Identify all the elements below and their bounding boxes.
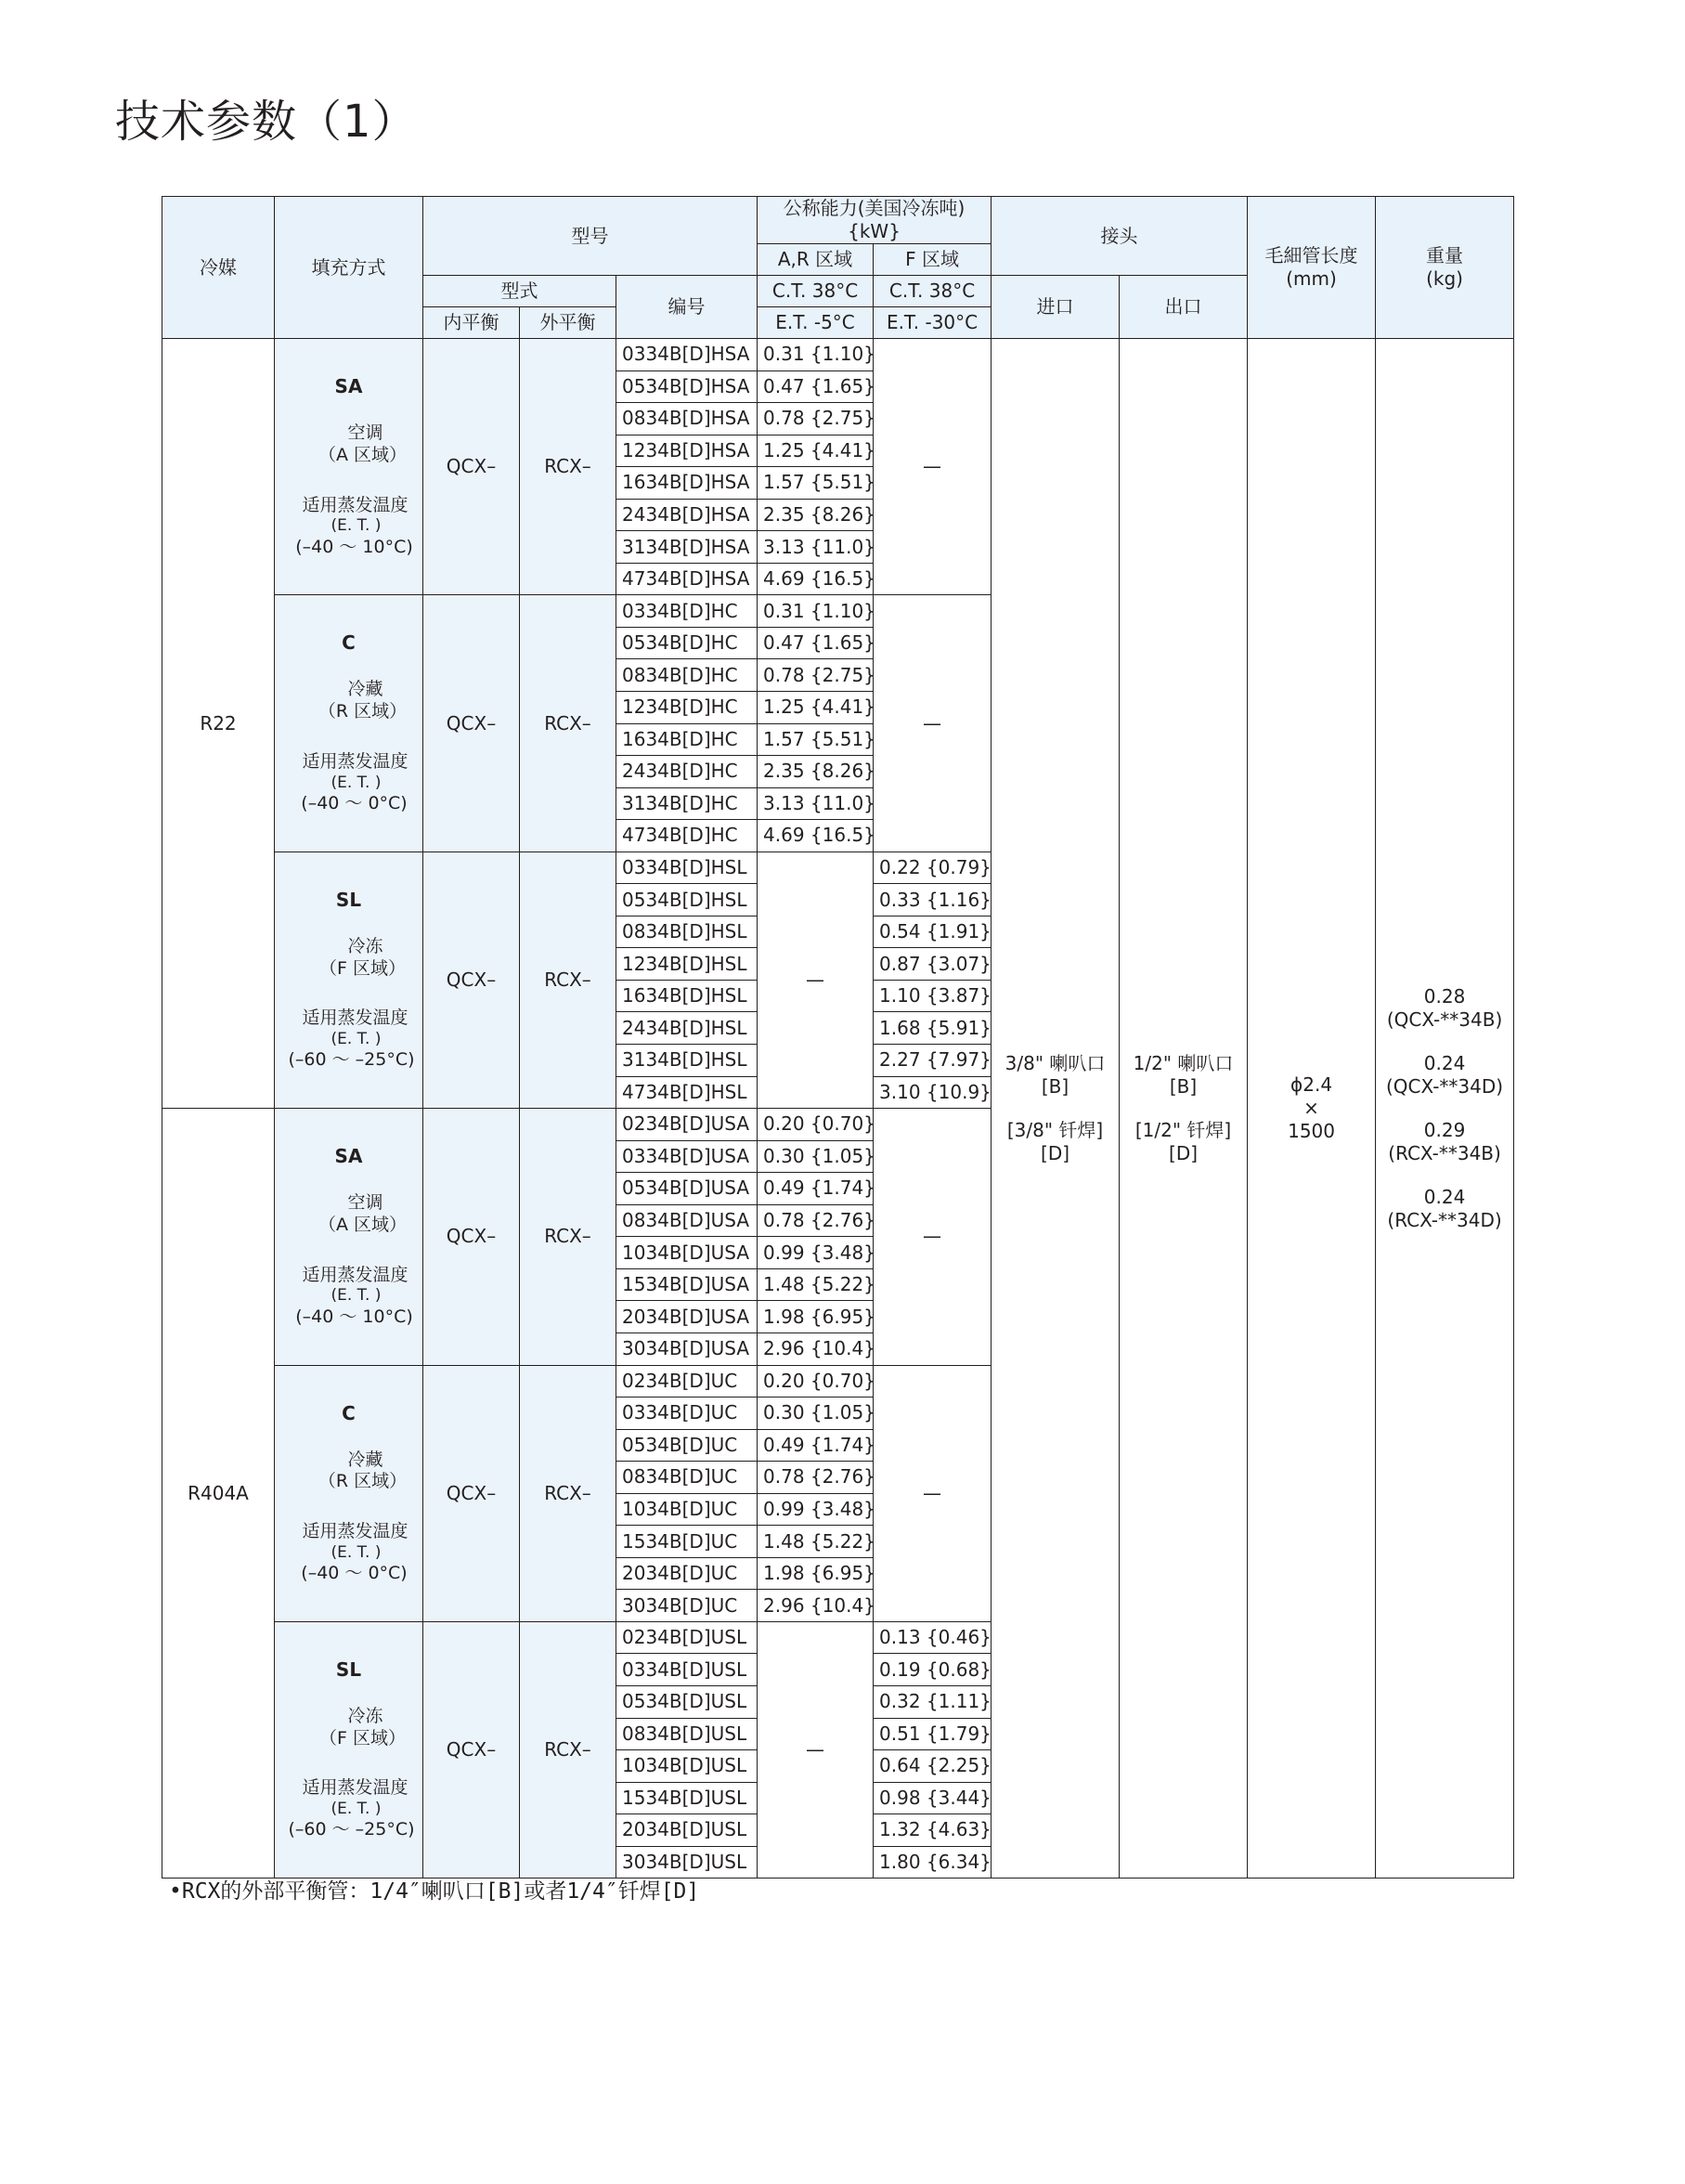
inlet-text: [D] bbox=[1041, 1141, 1070, 1164]
model-cell: 0834B[D]USA bbox=[616, 1204, 758, 1237]
fill-code: C bbox=[342, 1401, 356, 1424]
capacity-ar-cell: 2.96 {10.4} bbox=[758, 1332, 874, 1365]
model-cell: 1034B[D]UC bbox=[616, 1493, 758, 1526]
fill-et-label: 适用蒸发温度 bbox=[302, 1777, 408, 1799]
capacity-ar-cell: 0.78 {2.76} bbox=[758, 1462, 874, 1494]
model-cell: 0534B[D]UC bbox=[616, 1429, 758, 1462]
model-cell: 0334B[D]UC bbox=[616, 1398, 758, 1430]
outlet-text: [1/2" 钎焊] bbox=[1134, 1118, 1232, 1141]
header-refrigerant: 冷媒 bbox=[162, 197, 275, 339]
fill-range: (–60 ～ –25°C) bbox=[288, 1049, 415, 1071]
weight-text: (QCX-**34D) bbox=[1386, 1074, 1504, 1098]
model-cell: 0534B[D]HSL bbox=[616, 884, 758, 916]
capacity-ar-cell: 2.35 {8.26} bbox=[758, 756, 874, 788]
model-cell: 1634B[D]HSL bbox=[616, 980, 758, 1012]
model-cell: 1034B[D]USL bbox=[616, 1750, 758, 1783]
fill-range: (–40 ～ 0°C) bbox=[301, 1563, 408, 1584]
capacity-ar-cell: 0.49 {1.74} bbox=[758, 1429, 874, 1462]
fill-et-abbr: (E. T. ) bbox=[331, 1286, 382, 1306]
fill-et-label: 适用蒸发温度 bbox=[302, 1521, 408, 1542]
fill-range: (–40 ～ 0°C) bbox=[301, 792, 408, 813]
model-cell: 1234B[D]HC bbox=[616, 692, 758, 724]
capacity-f-cell: 0.19 {0.68} bbox=[874, 1654, 992, 1686]
capacity-f-empty: — bbox=[874, 339, 992, 595]
fill-et-abbr: (E. T. ) bbox=[331, 1542, 382, 1562]
capacity-ar-cell: 2.96 {10.4} bbox=[758, 1590, 874, 1622]
capacity-ar-cell: 1.48 {5.22} bbox=[758, 1268, 874, 1301]
header-model: 型号 bbox=[423, 197, 758, 276]
fill-code: SA bbox=[334, 375, 363, 398]
table-body bbox=[162, 339, 1514, 1878]
external-type-cell: RCX– bbox=[520, 339, 616, 595]
capacity-ar-cell: 0.20 {0.70} bbox=[758, 1365, 874, 1398]
external-type-cell: RCX– bbox=[520, 1109, 616, 1365]
model-cell: 0334B[D]USA bbox=[616, 1140, 758, 1173]
model-cell: 3134B[D]HSL bbox=[616, 1045, 758, 1077]
capacity-ar-cell: 4.69 {16.5} bbox=[758, 820, 874, 852]
header-connection: 接头 bbox=[992, 197, 1248, 276]
capacity-ar-cell: 1.98 {6.95} bbox=[758, 1301, 874, 1333]
capacity-ar-cell: 0.30 {1.05} bbox=[758, 1140, 874, 1173]
model-cell: 1234B[D]HSA bbox=[616, 435, 758, 467]
fill-et-label: 适用蒸发温度 bbox=[302, 750, 408, 772]
internal-type-cell: QCX– bbox=[423, 595, 520, 852]
capacity-f-cell: 1.32 {4.63} bbox=[874, 1814, 992, 1847]
capacity-f-cell: 0.51 {1.79} bbox=[874, 1718, 992, 1750]
header-fill-method: 填充方式 bbox=[275, 197, 423, 339]
fill-method-cell bbox=[275, 852, 423, 1108]
model-cell: 2434B[D]HC bbox=[616, 756, 758, 788]
header-ar-zone: A,R 区域 bbox=[758, 244, 874, 276]
fill-area: （A 区域） bbox=[318, 1214, 408, 1235]
model-cell: 2034B[D]USL bbox=[616, 1814, 758, 1847]
weight-cell bbox=[1376, 339, 1514, 1878]
internal-type-cell: QCX– bbox=[423, 339, 520, 595]
model-cell: 3134B[D]HSA bbox=[616, 531, 758, 564]
capacity-f-cell: 1.10 {3.87} bbox=[874, 980, 992, 1012]
fill-method-cell bbox=[275, 1365, 423, 1621]
capacity-ar-cell: 0.49 {1.74} bbox=[758, 1173, 874, 1205]
fill-name: 冷藏 bbox=[347, 679, 383, 700]
cap-tube-text: × bbox=[1303, 1097, 1319, 1120]
model-cell: 1534B[D]UC bbox=[616, 1526, 758, 1558]
capacity-ar-cell: 0.20 {0.70} bbox=[758, 1109, 874, 1141]
footnote: •RCX的外部平衡管：1/4″喇叭口[B]或者1/4″钎焊[D] bbox=[169, 1879, 700, 1904]
outlet-text: [D] bbox=[1169, 1141, 1199, 1164]
model-cell: 2434B[D]HSA bbox=[616, 499, 758, 531]
capacity-f-cell: 0.33 {1.16} bbox=[874, 884, 992, 916]
header-internal: 内平衡 bbox=[423, 307, 520, 339]
fill-area: （F 区域） bbox=[319, 1727, 406, 1748]
capacity-f-cell: 2.27 {7.97} bbox=[874, 1045, 992, 1077]
header-external: 外平衡 bbox=[520, 307, 616, 339]
weight-text: 0.24 bbox=[1423, 1185, 1466, 1208]
fill-method-cell bbox=[275, 339, 423, 595]
inlet-cell bbox=[992, 339, 1120, 1878]
fill-et-abbr: (E. T. ) bbox=[331, 1030, 382, 1049]
model-cell: 0534B[D]USL bbox=[616, 1685, 758, 1718]
capacity-ar-cell: 1.25 {4.41} bbox=[758, 435, 874, 467]
model-cell: 3034B[D]USA bbox=[616, 1332, 758, 1365]
header-cap-tube-unit: (mm) bbox=[1286, 267, 1337, 290]
header-et-f: E.T. -30°C bbox=[874, 307, 992, 339]
model-cell: 1634B[D]HSA bbox=[616, 467, 758, 500]
fill-method-cell bbox=[275, 1109, 423, 1365]
header-cap-tube bbox=[1248, 197, 1376, 339]
capacity-ar-cell: 0.99 {3.48} bbox=[758, 1237, 874, 1269]
capacity-f-cell: 0.32 {1.11} bbox=[874, 1685, 992, 1718]
model-cell: 0334B[D]HC bbox=[616, 595, 758, 628]
weight-text: (QCX-**34B) bbox=[1386, 1008, 1503, 1031]
fill-range: (–60 ～ –25°C) bbox=[288, 1819, 415, 1840]
model-cell: 0334B[D]HSL bbox=[616, 852, 758, 884]
capacity-ar-cell: 0.78 {2.75} bbox=[758, 659, 874, 692]
capacity-ar-empty: — bbox=[758, 1621, 874, 1878]
refrigerant-cell: R22 bbox=[162, 339, 275, 1109]
external-type-cell: RCX– bbox=[520, 1621, 616, 1878]
page-title: 技术参数（1） bbox=[115, 96, 418, 148]
capacity-ar-cell: 1.98 {6.95} bbox=[758, 1557, 874, 1590]
external-type-cell: RCX– bbox=[520, 1365, 616, 1621]
model-cell: 1634B[D]HC bbox=[616, 723, 758, 756]
internal-type-cell: QCX– bbox=[423, 852, 520, 1108]
fill-method-cell bbox=[275, 595, 423, 852]
fill-code: SL bbox=[335, 888, 362, 911]
fill-et-abbr: (E. T. ) bbox=[331, 1800, 382, 1819]
capacity-ar-cell: 1.57 {5.51} bbox=[758, 467, 874, 500]
refrigerant-cell: R404A bbox=[162, 1109, 275, 1878]
outlet-cell bbox=[1120, 339, 1248, 1878]
capacity-ar-cell: 0.99 {3.48} bbox=[758, 1493, 874, 1526]
fill-code: C bbox=[342, 631, 356, 655]
capacity-ar-cell: 0.30 {1.05} bbox=[758, 1398, 874, 1430]
fill-name: 冷冻 bbox=[347, 935, 383, 956]
inlet-text: [B] bbox=[1041, 1074, 1069, 1098]
model-cell: 0834B[D]HSA bbox=[616, 403, 758, 436]
header-outlet: 出口 bbox=[1120, 276, 1248, 339]
model-cell: 1034B[D]USA bbox=[616, 1237, 758, 1269]
model-cell: 0234B[D]UC bbox=[616, 1365, 758, 1398]
internal-type-cell: QCX– bbox=[423, 1109, 520, 1365]
model-cell: 3134B[D]HC bbox=[616, 787, 758, 820]
model-cell: 2034B[D]UC bbox=[616, 1557, 758, 1590]
model-cell: 0234B[D]USA bbox=[616, 1109, 758, 1141]
header-f-zone: F 区域 bbox=[874, 244, 992, 276]
capacity-f-cell: 3.10 {10.9} bbox=[874, 1076, 992, 1109]
weight-spacer bbox=[1376, 1032, 1513, 1052]
capacity-ar-cell: 0.47 {1.65} bbox=[758, 370, 874, 403]
weight-text: 0.29 bbox=[1423, 1118, 1466, 1141]
model-cell: 2434B[D]HSL bbox=[616, 1012, 758, 1045]
header-weight-label: 重量 bbox=[1426, 244, 1464, 266]
header-et-ar: E.T. -5°C bbox=[758, 307, 874, 339]
header-capacity: 公称能力(美国冷冻吨){kW} bbox=[758, 197, 992, 244]
capacity-ar-cell: 0.78 {2.76} bbox=[758, 1204, 874, 1237]
fill-code: SL bbox=[335, 1658, 362, 1681]
model-cell: 0334B[D]HSA bbox=[616, 339, 758, 371]
fill-name: 冷冻 bbox=[347, 1705, 383, 1726]
model-cell: 0334B[D]USL bbox=[616, 1654, 758, 1686]
model-cell: 4734B[D]HSL bbox=[616, 1076, 758, 1109]
capacity-f-cell: 0.22 {0.79} bbox=[874, 852, 992, 884]
internal-type-cell: QCX– bbox=[423, 1621, 520, 1878]
weight-spacer bbox=[1376, 1098, 1513, 1119]
model-cell: 0834B[D]HC bbox=[616, 659, 758, 692]
capacity-ar-cell: 3.13 {11.0} bbox=[758, 531, 874, 564]
header-cap-tube-label: 毛細管长度 bbox=[1264, 244, 1358, 266]
weight-text: 0.28 bbox=[1423, 984, 1466, 1008]
cap-tube-text: 1500 bbox=[1288, 1120, 1335, 1143]
header-code: 编号 bbox=[616, 276, 758, 339]
header-type: 型式 bbox=[423, 276, 616, 307]
model-cell: 0834B[D]UC bbox=[616, 1462, 758, 1494]
weight-text: 0.24 bbox=[1423, 1051, 1466, 1074]
model-cell: 0534B[D]HSA bbox=[616, 370, 758, 403]
fill-area: （R 区域） bbox=[318, 701, 408, 722]
spec-table bbox=[162, 196, 1514, 1878]
capacity-f-empty: — bbox=[874, 595, 992, 852]
inlet-text: [3/8" 钎焊] bbox=[1006, 1118, 1104, 1141]
capacity-f-cell: 1.68 {5.91} bbox=[874, 1012, 992, 1045]
capacity-ar-cell: 0.31 {1.10} bbox=[758, 595, 874, 628]
fill-code: SA bbox=[334, 1145, 363, 1168]
fill-range: (–40 ～ 10°C) bbox=[295, 536, 413, 557]
fill-area: （R 区域） bbox=[318, 1471, 408, 1492]
capacity-ar-cell: 1.48 {5.22} bbox=[758, 1526, 874, 1558]
capacity-f-empty: — bbox=[874, 1365, 992, 1621]
header-weight-unit: (kg) bbox=[1426, 267, 1463, 290]
model-cell: 3034B[D]UC bbox=[616, 1590, 758, 1622]
model-cell: 0534B[D]HC bbox=[616, 627, 758, 659]
fill-method-cell bbox=[275, 1621, 423, 1878]
weight-text: (RCX-**34B) bbox=[1388, 1141, 1501, 1164]
fill-et-label: 适用蒸发温度 bbox=[302, 1264, 408, 1285]
capacity-f-cell: 0.54 {1.91} bbox=[874, 916, 992, 948]
header-ct-f: C.T. 38°C bbox=[874, 276, 992, 307]
weight-spacer bbox=[1376, 1165, 1513, 1186]
outlet-text: 1/2" 喇叭口 bbox=[1133, 1051, 1234, 1074]
model-cell: 0534B[D]USA bbox=[616, 1173, 758, 1205]
table-row bbox=[162, 339, 1514, 371]
capacity-f-cell: 1.80 {6.34} bbox=[874, 1846, 992, 1878]
fill-et-label: 适用蒸发温度 bbox=[302, 1008, 408, 1029]
capacity-f-cell: 0.98 {3.44} bbox=[874, 1782, 992, 1814]
capacity-ar-cell: 0.78 {2.75} bbox=[758, 403, 874, 436]
internal-type-cell: QCX– bbox=[423, 1365, 520, 1621]
fill-area: （A 区域） bbox=[318, 444, 408, 465]
capacity-ar-cell: 0.47 {1.65} bbox=[758, 627, 874, 659]
capacity-ar-cell: 1.57 {5.51} bbox=[758, 723, 874, 756]
capacity-f-cell: 0.64 {2.25} bbox=[874, 1750, 992, 1783]
weight-text: (RCX-**34D) bbox=[1387, 1208, 1502, 1231]
fill-et-label: 适用蒸发温度 bbox=[302, 494, 408, 515]
model-cell: 4734B[D]HC bbox=[616, 820, 758, 852]
model-cell: 1534B[D]USL bbox=[616, 1782, 758, 1814]
capacity-ar-cell: 1.25 {4.41} bbox=[758, 692, 874, 724]
inlet-text: 3/8" 喇叭口 bbox=[1005, 1051, 1106, 1074]
fill-range: (–40 ～ 10°C) bbox=[295, 1306, 413, 1327]
external-type-cell: RCX– bbox=[520, 852, 616, 1108]
external-type-cell: RCX– bbox=[520, 595, 616, 852]
fill-et-abbr: (E. T. ) bbox=[331, 516, 382, 536]
capacity-ar-cell: 3.13 {11.0} bbox=[758, 787, 874, 820]
fill-et-abbr: (E. T. ) bbox=[331, 773, 382, 792]
model-cell: 1234B[D]HSL bbox=[616, 948, 758, 981]
capacity-f-empty: — bbox=[874, 1109, 992, 1365]
header-ct-ar: C.T. 38°C bbox=[758, 276, 874, 307]
model-cell: 0234B[D]USL bbox=[616, 1621, 758, 1654]
model-cell: 4734B[D]HSA bbox=[616, 563, 758, 595]
capacity-ar-cell: 4.69 {16.5} bbox=[758, 563, 874, 595]
fill-name: 空调 bbox=[347, 1192, 383, 1214]
model-cell: 1534B[D]USA bbox=[616, 1268, 758, 1301]
cap-tube-text: ϕ2.4 bbox=[1290, 1073, 1333, 1097]
capacity-ar-empty: — bbox=[758, 852, 874, 1108]
capacity-f-cell: 0.87 {3.07} bbox=[874, 948, 992, 981]
fill-name: 空调 bbox=[347, 422, 383, 444]
header-weight bbox=[1376, 197, 1514, 339]
cap-tube-cell bbox=[1248, 339, 1376, 1878]
model-cell: 0834B[D]USL bbox=[616, 1718, 758, 1750]
outlet-text: [B] bbox=[1169, 1074, 1198, 1098]
header-inlet: 进口 bbox=[992, 276, 1120, 339]
model-cell: 3034B[D]USL bbox=[616, 1846, 758, 1878]
fill-name: 冷藏 bbox=[347, 1449, 383, 1470]
capacity-ar-cell: 2.35 {8.26} bbox=[758, 499, 874, 531]
model-cell: 0834B[D]HSL bbox=[616, 916, 758, 948]
fill-area: （F 区域） bbox=[319, 957, 406, 979]
capacity-f-cell: 0.13 {0.46} bbox=[874, 1621, 992, 1654]
table-header bbox=[162, 197, 1514, 339]
model-cell: 2034B[D]USA bbox=[616, 1301, 758, 1333]
capacity-ar-cell: 0.31 {1.10} bbox=[758, 339, 874, 371]
